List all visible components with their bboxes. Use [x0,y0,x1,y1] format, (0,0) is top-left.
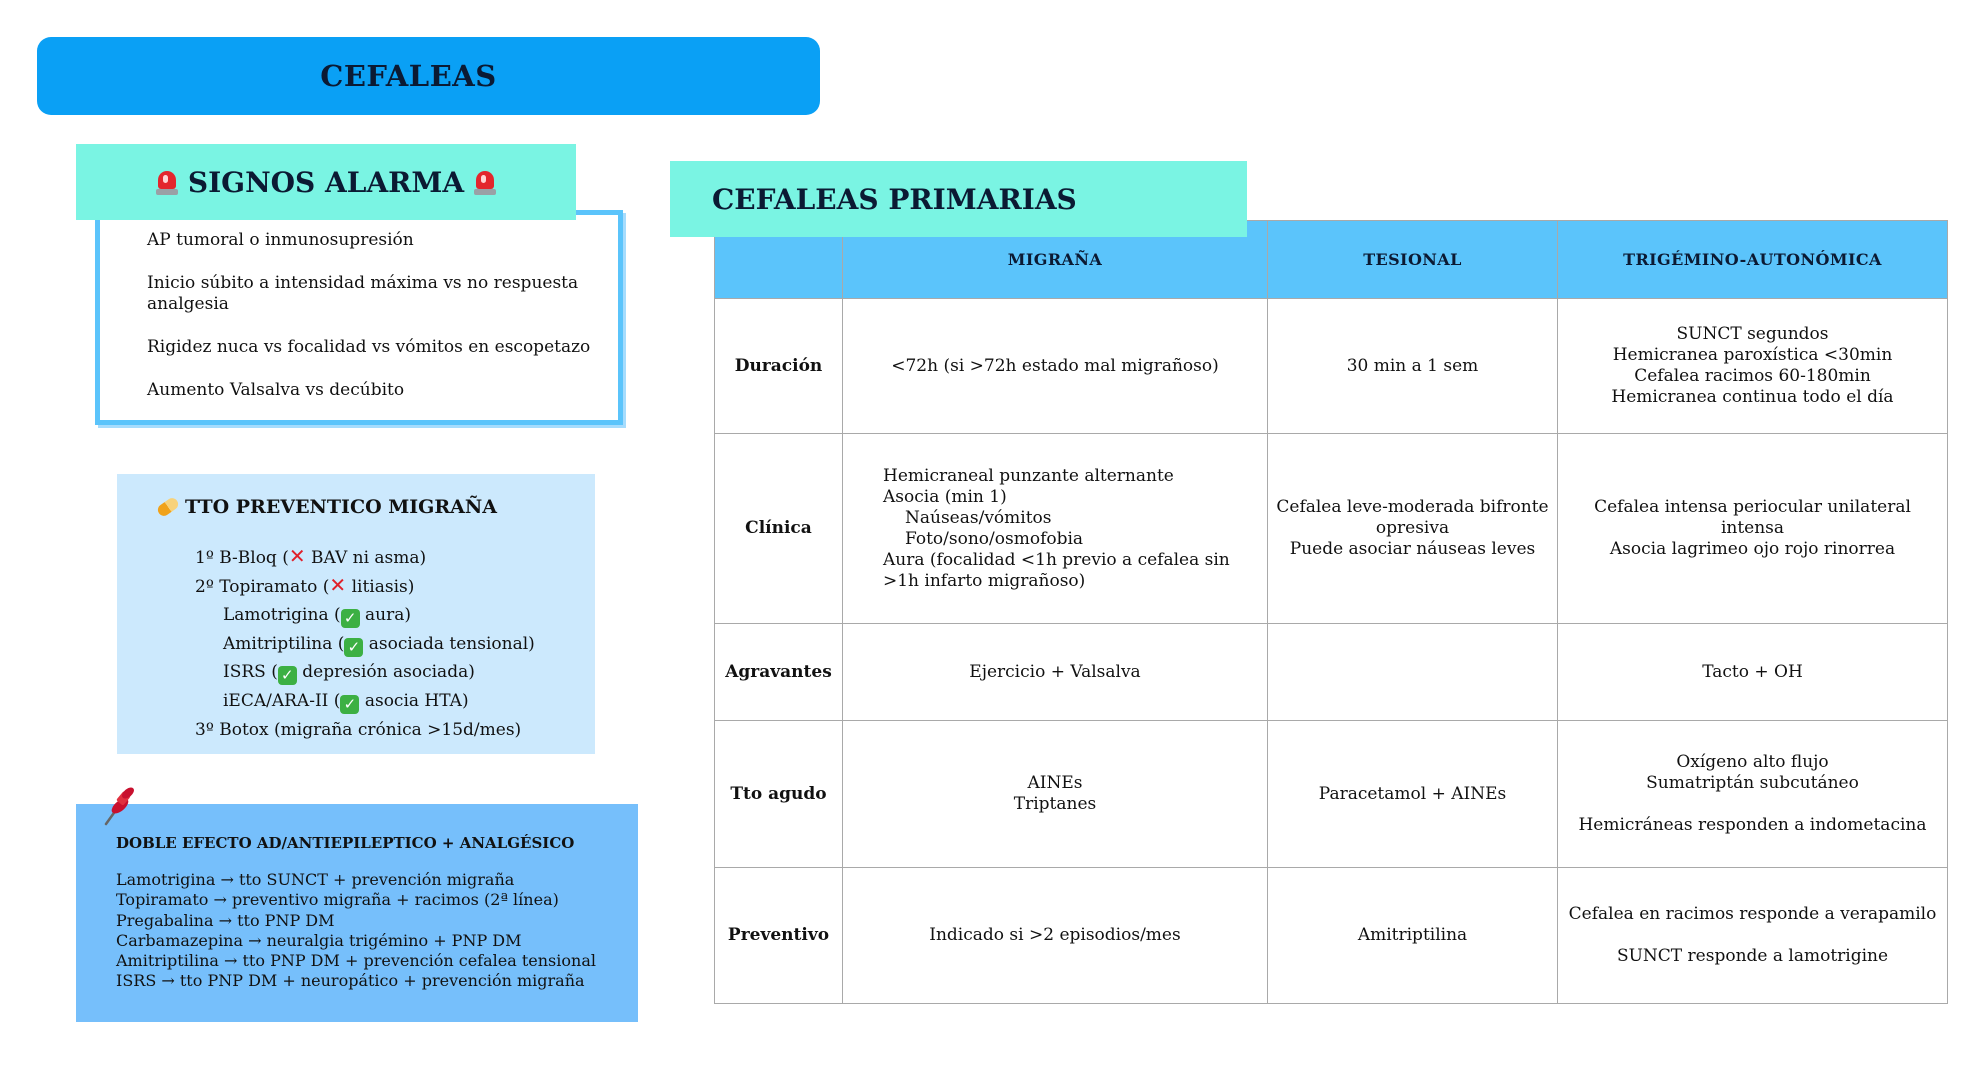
table-cell [1558,868,1948,1004]
cell-line: Asocia (min 1) [883,486,1007,507]
title-bar [37,37,820,115]
siren-icon [474,169,496,195]
preventive-item [195,630,535,659]
preventive-item-text: BAV ni asma) [305,548,427,568]
table-row [715,721,1948,868]
cell-line: Aura (focalidad <1h previo a cefalea sin >1h infarto migrañoso) [883,549,1230,591]
primary-headaches-table [714,220,1948,1004]
cell-line: Cefalea intensa periocular unilateral intensa [1594,497,1911,538]
cell-line: Oxígeno alto flujo [1676,752,1829,772]
cell-line: Hemicranea paroxística <30min [1612,345,1893,365]
alarm-title: SIGNOS ALARMA [187,165,465,199]
preventive-item [195,544,535,573]
table-cell [1268,624,1558,721]
preventive-item [195,573,535,602]
row-label: Preventivo [715,868,843,1004]
table-cell [1558,299,1948,434]
preventive-item-text: 2º Topiramato ( [195,576,330,597]
cell-line: Indicado si >2 episodios/mes [929,925,1181,945]
table-row [715,624,1948,721]
cell-line: SUNCT segundos [1676,324,1829,344]
row-label: Clínica [715,434,843,624]
preventive-item [195,658,535,687]
column-header: TRIGÉMINO-AUTONÓMICA [1558,221,1948,299]
preventive-item-text: depresión asociada) [296,662,475,683]
cell-line: SUNCT responde a lamotrigine [1616,946,1889,966]
preventive-item [195,687,535,716]
page-title: CEFALEAS [320,59,497,93]
preventive-item-text: aura) [359,605,412,626]
preventive-item-text: asocia HTA) [359,690,469,711]
dual-effect-item: ISRS → tto PNP DM + neuropático + prevención migraña [116,971,585,991]
check-mark-icon: ✓ [340,695,359,714]
table-cell [1268,868,1558,1004]
table-cell [843,299,1268,434]
preventive-item-text: Lamotrigina ( [223,605,341,626]
cell-line: Cefalea leve-moderada bifronte opresiva [1276,497,1549,538]
preventive-item-text: ISRS ( [223,662,278,683]
cross-mark-icon: ✕ [288,544,306,568]
cell-line: Cefalea racimos 60-180min [1634,366,1871,386]
check-mark-icon: ✓ [341,609,360,628]
dual-effect-item: Carbamazepina → neuralgia trigémino + PNP DM [116,930,522,950]
row-label: Agravantes [715,624,843,721]
table-cell [1558,434,1948,624]
dual-effect-item: Pregabalina → tto PNP DM [116,910,335,930]
cell-line: 30 min a 1 sem [1346,355,1479,376]
cell-line: Cefalea en racimos responde a verapamilo [1568,904,1937,924]
cell-line: Asocia lagrimeo ojo rojo rinorrea [1609,539,1896,559]
preventive-box [117,474,595,754]
alarm-item: Aumento Valsalva vs decúbito [147,380,405,400]
alarm-list [147,230,607,423]
table-cell [1268,721,1558,868]
preventive-item-text: iECA/ARA-II ( [223,690,341,711]
table-cell [1558,721,1948,868]
column-header: TESIONAL [1268,221,1558,299]
preventive-item-text: litiasis) [346,576,415,597]
cell-line: Hemicraneal punzante alternante [883,465,1174,486]
cell-line: Foto/sono/osmofobia [905,528,1084,549]
cross-mark-icon: ✕ [329,572,347,597]
table-cell [1268,299,1558,434]
siren-icon [156,169,178,195]
preventive-item-text: Amitriptilina ( [223,633,345,654]
dual-effect-item: Lamotrigina → tto SUNCT + prevención migraña [116,870,515,889]
table-row [715,434,1948,624]
cell-line: Triptanes [1013,794,1097,814]
preventive-item-text: asociada tensional) [363,633,535,654]
pill-icon [156,496,181,518]
alarm-item: Rigidez nuca vs focalidad vs vómitos en escopetazo [147,337,591,357]
cell-line: <72h (si >72h estado mal migrañoso) [891,355,1219,376]
dual-effect-item: Amitriptilina → tto PNP DM + prevención cefalea tensional [116,951,596,971]
cell-line [1566,794,1939,815]
alarm-header [76,144,576,220]
table-cell [843,624,1268,721]
preventive-item-text: 3º Botox (migraña crónica >15d/mes) [195,719,522,740]
cell-line: Hemicráneas responden a indometacina [1578,815,1927,835]
row-label: Duración [715,299,843,434]
dual-effect-box [76,804,638,1022]
alarm-item: Inicio súbito a intensidad máxima vs no respuesta analgesia [147,273,579,314]
preventive-list [195,544,535,744]
table-row [715,299,1948,434]
cell-line: Hemicranea continua todo el día [1611,387,1894,407]
table-cell [843,434,1268,624]
check-mark-icon: ✓ [344,638,363,657]
table-cell [1558,624,1948,721]
preventive-title-row [157,496,497,518]
table-row [715,868,1948,1004]
cell-line: Amitriptilina [1357,925,1468,945]
primarias-header [670,161,1247,237]
cell-line: Sumatriptán subcutáneo [1646,773,1859,793]
check-mark-icon: ✓ [278,666,297,685]
cell-line: Puede asociar náuseas leves [1289,539,1536,559]
table-cell [843,721,1268,868]
preventive-title: TTO PREVENTICO MIGRAÑA [185,496,498,518]
pushpin-icon [100,786,136,828]
cell-line: Naúseas/vómitos [905,507,1052,528]
cell-line: Paracetamol + AINEs [1318,783,1507,804]
dual-effect-item: Topiramato → preventivo migraña + racimos (2ª línea) [116,890,559,910]
preventive-item [195,601,535,630]
cell-line: AINEs [1027,773,1083,793]
cell-line: Ejercicio + Valsalva [969,661,1141,682]
cell-line [1566,925,1939,946]
preventive-item [195,716,535,745]
alarm-item: AP tumoral o inmunosupresión [147,230,414,250]
table-cell [843,868,1268,1004]
column-header: MIGRAÑA [843,221,1268,299]
row-label: Tto agudo [715,721,843,868]
dual-effect-list [116,870,596,992]
dual-effect-title: DOBLE EFECTO AD/ANTIEPILEPTICO + ANALGÉSICO [116,834,575,852]
table-cell [1268,434,1558,624]
cell-line: Tacto + OH [1702,661,1803,682]
primarias-title: CEFALEAS PRIMARIAS [712,182,1077,216]
preventive-item-text: 1º B-Bloq ( [195,548,289,568]
